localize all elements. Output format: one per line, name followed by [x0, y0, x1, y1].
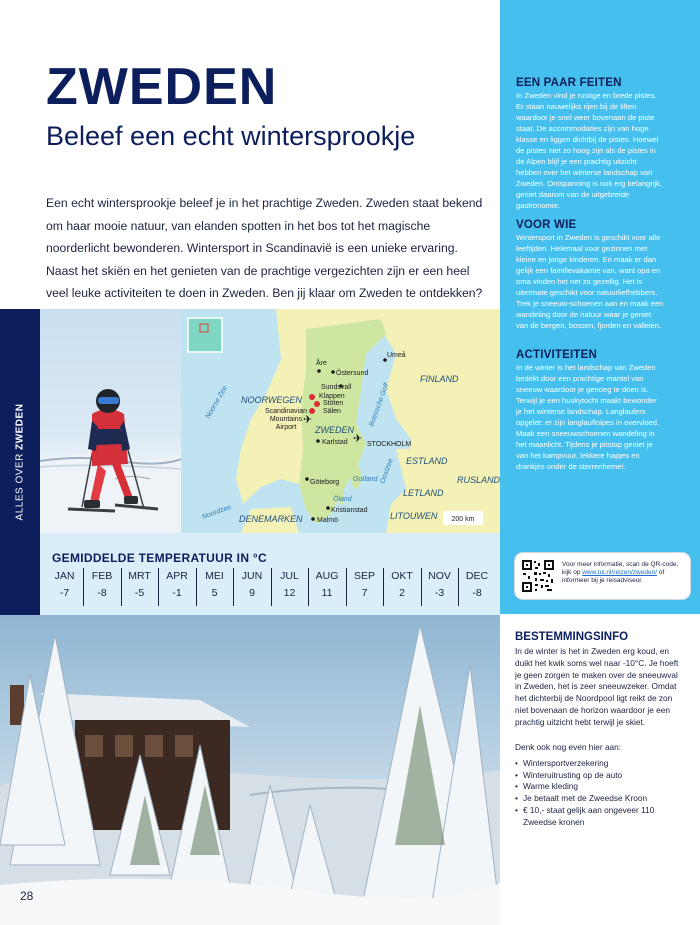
list-item: • Warme kleding [515, 781, 687, 793]
island-label: Öland [333, 496, 352, 503]
list-item: • Je betaalt met de Zweedse Kroon [515, 793, 687, 805]
temperature-column [46, 568, 84, 606]
tui-link[interactable]: www.tui.nl/reizen/zweden/ [582, 569, 658, 576]
map-scale: 200 km [451, 516, 475, 523]
temperature-value: 12 [283, 587, 296, 599]
svg-text:✈: ✈ [353, 433, 363, 445]
month-label: JUN [241, 570, 263, 582]
temperature-value: 5 [211, 587, 218, 599]
list-item: • € 10,- staat gelijk aan ongeveer 110 Zweedse kronen [515, 805, 687, 829]
month-label: APR [166, 570, 188, 582]
country-label: ZWEDEN [315, 425, 354, 435]
page-subtitle: Beleef een echt wintersprookje [46, 121, 416, 151]
map-of-sweden [181, 309, 500, 533]
temperature-value: -3 [434, 587, 445, 599]
temperature-value: -5 [134, 587, 145, 599]
temperature-value: 2 [399, 587, 405, 599]
month-label: OKT [391, 570, 413, 582]
temperature-column [159, 568, 197, 606]
temperature-column [196, 568, 234, 606]
temperature-column [121, 568, 159, 606]
qr-code-box [515, 553, 690, 599]
temperature-column [384, 568, 422, 606]
temperature-column [459, 568, 496, 606]
reminder-list-intro: Denk ook nog even hier aan: [515, 742, 622, 752]
page-number: 28 [20, 889, 34, 903]
qr-info-text: Voor meer informatie, scan de QR-code, kijk op www.tui.nl/reizen/zweden/ of informeer bij je reisadviseur. [562, 561, 679, 584]
child-skier-photo [40, 309, 181, 533]
snowy-cabin-photo [0, 615, 500, 925]
temperature-value: -8 [97, 587, 107, 599]
destination-info-heading: BESTEMMINGSINFO [515, 631, 629, 643]
list-item: • Wintersportverzekering [515, 758, 687, 770]
temperature-value: 11 [321, 587, 333, 599]
temperature-value: -7 [59, 587, 70, 599]
country-label: ESTLAND [406, 456, 448, 466]
city-label: Kristianstad [331, 507, 368, 514]
audience-text: Wintersport in Zweden is geschikt voor alle leeftijden. Helemaal voor gezinnen met kleine en jonge kinderen. En maak er dan gelijk een familievakantie van, want opa en oma vinden het net zo gezellig. Het is uitermate geschikt voor natuurliefhebbers. Trek je sneeuw-schoenen aan en maak een wandeling door de natuur waar je geniet van de bergen, bossen, fjorden en valleien. [516, 233, 664, 330]
temperature-column [309, 568, 347, 606]
month-label: DEC [465, 570, 489, 582]
country-label: RUSLAND [457, 475, 500, 485]
city-label: Malmö [317, 517, 339, 524]
temperature-column [346, 568, 384, 606]
city-label: Östersund [336, 370, 369, 377]
airport-label: Scandinavian [264, 408, 308, 415]
facts-sidebar [500, 0, 700, 614]
temperature-value: -8 [472, 587, 482, 599]
page-title: ZWEDEN [46, 58, 278, 116]
city-label: Sälen [323, 408, 341, 415]
sea-label: Botnische Golf [368, 382, 391, 428]
month-label: AUG [315, 570, 339, 582]
svg-text:✈: ✈ [303, 414, 313, 426]
city-label: Sundsvall [321, 384, 352, 391]
month-label: SEP [353, 570, 375, 582]
island-label: Gotland [353, 476, 378, 483]
sea-label: Oostzee [379, 457, 395, 485]
country-label: DENEMARKEN [239, 514, 303, 524]
country-label: LETLAND [403, 488, 444, 498]
city-label: Göteborg [310, 479, 340, 486]
destination-info-text: In de winter is het in Zweden erg koud, en duikt het kwik soms wel naar -10°C. Je hoeft je geen zorgen te maken over de sneeuwval in Zweden, het is zeer sneeuwzeker. Omdat het dichterbij de Noordpool ligt reikt de zon niet bovenaan de horizon waardoor je een prachtig uitzicht hebt terwijl je skiet. [515, 646, 679, 727]
country-label: FINLAND [420, 374, 459, 384]
reminder-list [515, 742, 687, 829]
city-label: Klappen [319, 393, 345, 400]
sea-label: Noorse Zee [204, 384, 230, 420]
temperature-value: 7 [361, 587, 368, 599]
temperature-column [234, 568, 272, 606]
month-label: MEI [205, 570, 224, 582]
month-label: MRT [128, 570, 151, 582]
temperature-value: 9 [249, 587, 255, 599]
qr-code-icon[interactable] [521, 559, 555, 593]
facts-heading: EEN PAAR FEITEN [516, 77, 622, 89]
temperature-value: -1 [172, 587, 182, 599]
temperature-column [271, 568, 309, 606]
audience-heading: VOOR WIE [516, 219, 577, 231]
intro-paragraph: Een echt wintersprookje beleef je in het prachtige Zweden. Zweden staat bekend om haar mooie natuur, van elanden spotten in het bos tot het magische noorderlicht bewonderen. Wintersport in Scandinavië is een unieke ervaring. Naast het skiën en het genieten van de prachtige vergezichten zijn er een heel veel leuke activiteiten te doen in Zweden. Ben jij klaar om Zweden te ontdekken? [46, 196, 483, 300]
month-label: FEB [91, 570, 113, 582]
side-nav-country: ZWEDEN [14, 403, 26, 450]
city-label: Stöten [323, 400, 344, 407]
side-nav-prefix: ALLES OVER [14, 449, 26, 521]
city-label: Karlstad [322, 439, 348, 446]
temperature-table [40, 533, 500, 615]
temperature-column [421, 568, 459, 606]
month-label: NOV [428, 570, 451, 582]
svg-text:Airport: Airport [275, 424, 297, 431]
activities-text: In de winter is het landschap van Zweden bedekt door een prachtige mantel van sneeuw waardoor je genoeg te doen is. Terwijl je een huskytocht maakt bewonder je het winterse landschap. Langlaufers opgelet: er zijn langlaufloipes in overvloed. Maak een sneeuwschoenen wandeling in het maanlicht. Tijdens je pitstop geniet je van het kampvuur, lekkere hapjes en drankjes onder de sterrenhemel. [516, 363, 660, 471]
svg-text:Mountains: Mountains [269, 416, 303, 423]
side-navigation-label [15, 404, 26, 521]
month-label: JUL [280, 570, 299, 582]
country-label: NOORWEGEN [241, 395, 302, 405]
activities-heading: ACTIVITEITEN [516, 349, 597, 361]
city-label: STOCKHOLM [367, 441, 412, 448]
sea-label: Noordzee [201, 503, 233, 521]
city-label: Umeå [387, 352, 406, 359]
month-label: JAN [54, 570, 75, 582]
temperature-title: GEMIDDELDE TEMPERATUUR IN °C [52, 551, 267, 565]
city-label: Åre [316, 360, 327, 367]
temperature-column [84, 568, 122, 606]
country-label: LITOUWEN [390, 511, 438, 521]
list-item: • Winteruitrusting op de auto [515, 770, 687, 782]
facts-text: In Zweden vind je rustige en brede pistes. Er staan nauwelijks rijen bij de liften waardoor je snel weer bovenaan de piste staat. De accommodaties zijn van hoge klasse en liggen dichtbij de pistes. Hoewel de pistes niet zo hoog zijn als de pistes in de Alpen blijf je een prachtig uitzicht hebben over het winterse landschap van Zweden. Ontspanning is ook erg belangrijk, geniet daarom van de uitgebreide gastronomie. [516, 91, 663, 210]
